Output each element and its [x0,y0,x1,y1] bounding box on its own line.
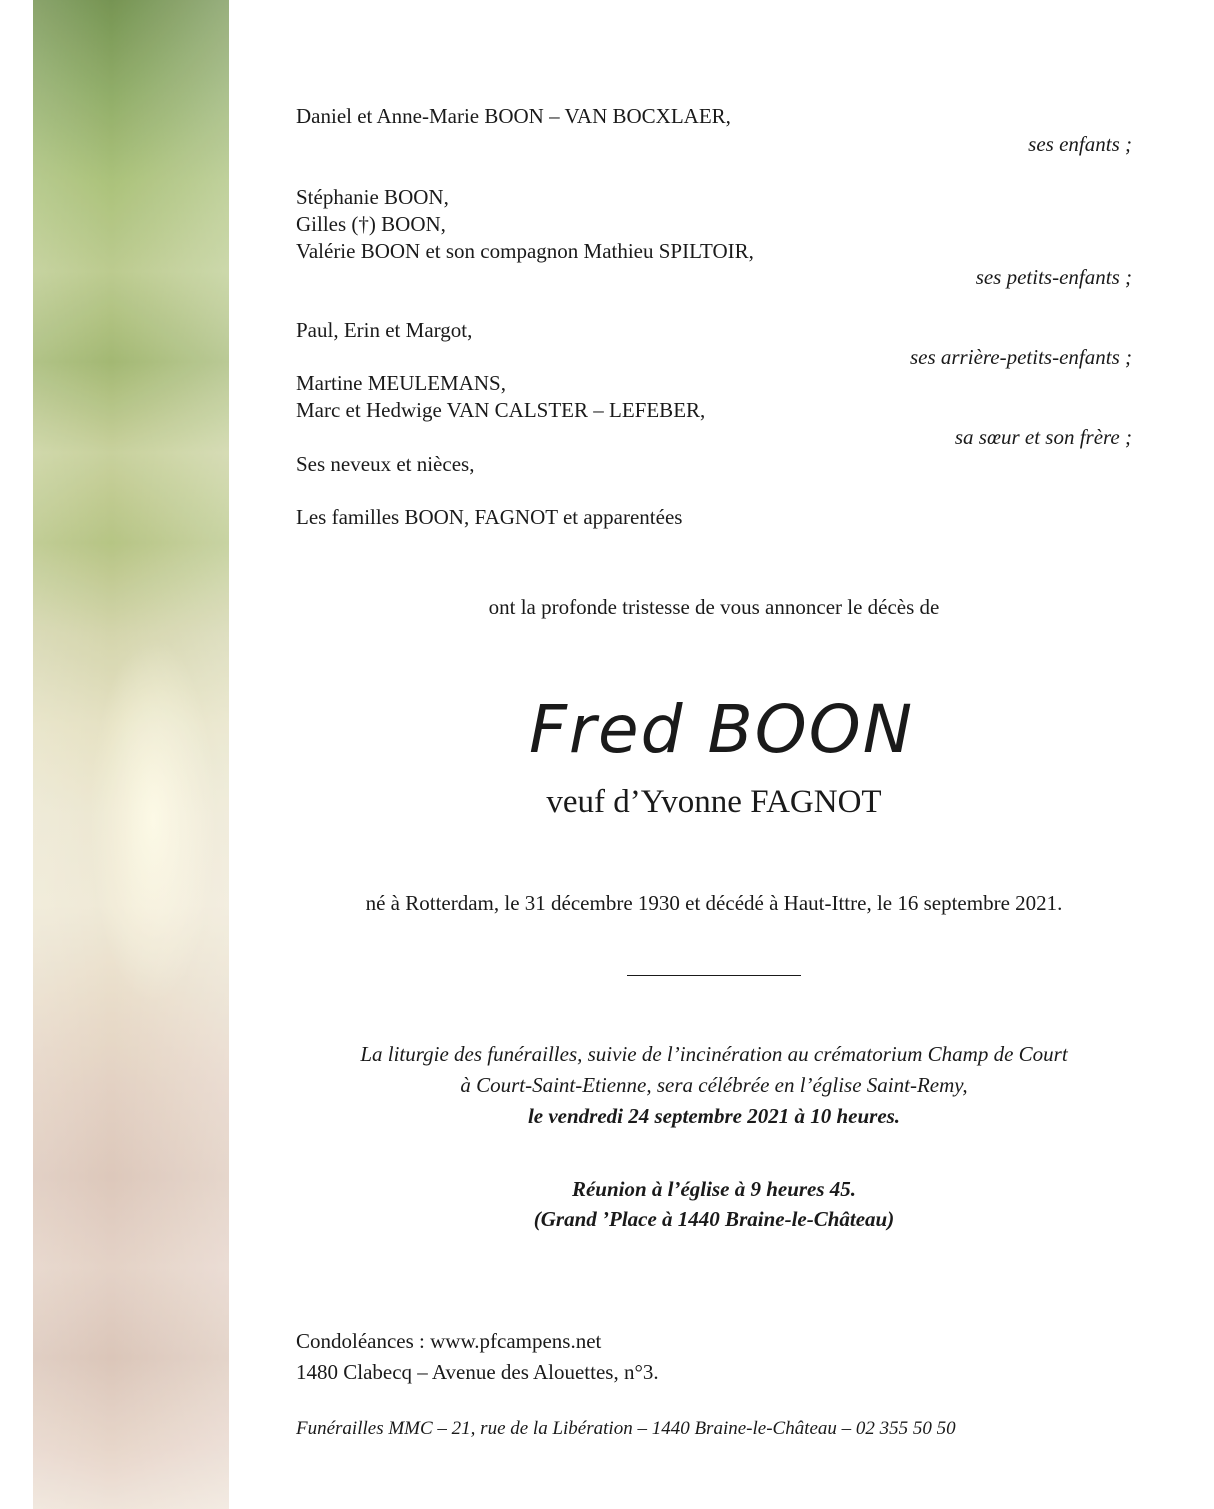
siblings-role: sa sœur et son frère ; [954,425,1132,449]
deceased-name: Fred BOON [528,691,915,768]
grandchildren-role: ses petits-enfants ; [975,265,1132,289]
grandchild-line: Gilles (†) BOON, [296,212,446,236]
children-role: ses enfants ; [1028,132,1132,156]
life-dates: né à Rotterdam, le 31 décembre 1930 et décédé à Haut-Ittre, le 16 septembre 2021. [365,891,1063,915]
families-line: Les familles BOON, FAGNOT et apparentées [296,505,683,529]
sibling-line: Martine MEULEMANS, [296,371,506,395]
announcement: ont la profonde tristesse de vous annoncer le décès de [488,595,940,619]
great-grandchildren-names: Paul, Erin et Margot, [296,318,473,342]
ceremony-line-2: à Court-Saint-Etienne, sera célébrée en l’église Saint-Remy, [460,1073,968,1097]
sibling-line: Marc et Hedwige VAN CALSTER – LEFEBER, [296,398,706,422]
ceremony-date: le vendredi 24 septembre 2021 à 10 heures. [527,1104,901,1128]
meeting-place: (Grand ’Place à 1440 Braine-le-Château) [533,1207,895,1231]
condolences-link: Condoléances : www.pfcampens.net [296,1329,602,1353]
nephews-line: Ses neveux et nièces, [296,452,475,476]
funeral-home-footer: Funérailles MMC – 21, rue de la Libération – 1440 Braine-le-Château – 02 355 50 50 [296,1418,956,1439]
grandchild-line: Valérie BOON et son compagnon Mathieu SPILTOIR, [296,239,754,263]
meeting-time: Réunion à l’église à 9 heures 45. [571,1177,857,1201]
great-grandchildren-role: ses arrière-petits-enfants ; [909,345,1132,369]
contact-address: 1480 Clabecq – Avenue des Alouettes, n°3. [296,1360,659,1384]
divider-line [627,975,801,976]
ceremony-line-1: La liturgie des funérailles, suivie de l’incinération au crématorium Champ de Court [360,1042,1068,1066]
children-names: Daniel et Anne-Marie BOON – VAN BOCXLAER, [296,104,731,128]
forest-path-image [33,0,229,1509]
grandchild-line: Stéphanie BOON, [296,185,449,209]
widow-of: veuf d’Yvonne FAGNOT [546,784,882,820]
